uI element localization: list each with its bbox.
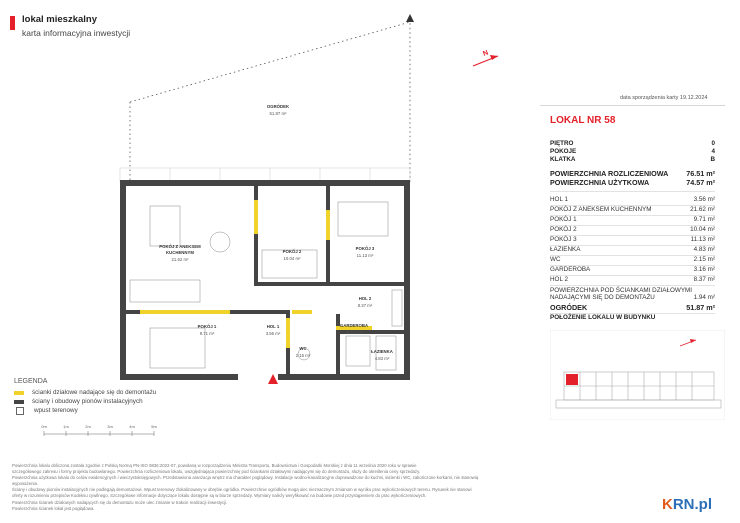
- lokal-highlight: [566, 374, 578, 385]
- label-pokoj-aneks-area: 21.62 m²: [171, 257, 189, 262]
- label-hol1-area: 3.56 m²: [265, 331, 281, 336]
- legend-swatch-dark: [14, 400, 24, 404]
- header-subtitle: karta informacyjna inwestycji: [22, 28, 131, 38]
- date-label: data sporządzenia karty 19.12.2024: [620, 95, 708, 101]
- label-wc-area: 2.15 m²: [295, 353, 311, 358]
- svg-text:N: N: [482, 49, 490, 58]
- row-klatka: KLATKA B: [550, 156, 715, 163]
- label-garderoba-area: 3.16 m²: [346, 330, 362, 335]
- svg-text:4m: 4m: [129, 424, 135, 429]
- row-pokoje: POKOJE 4: [550, 148, 715, 155]
- room-row: POKÓJ 2 10.04 m²: [550, 226, 715, 233]
- svg-text:5m: 5m: [151, 424, 157, 429]
- label-pokoj-aneks-1: POKÓJ Z ANEKSEM: [159, 244, 201, 249]
- room-row: GARDEROBA 3.16 m²: [550, 266, 715, 273]
- scale-bar: [40, 422, 165, 438]
- label-ogrodek: OGRÓDEK: [266, 104, 290, 109]
- floor-plan: [110, 10, 440, 395]
- legend-item: ściany i obudowy pionów instalacyjnych: [14, 397, 156, 406]
- logo-mark: [10, 16, 15, 30]
- room-row: HOL 2 8.37 m²: [550, 276, 715, 283]
- row-pietro: PIĘTRO 0: [550, 140, 715, 147]
- disclaimer: Powierzchnia lokalu obliczona została zgodnie z Polską Normą PN-ISO 9836:2022-07, powołaną w rozporządzeniu Ministra Transportu, Budownictwa i Gospodarki Morskiej z dnia 11 września 2020 roku w sprawie szczegółowego zakresu i formy projektu budowlanego. Powierzchnia rozliczeniowa lokalu, uwzględniająca powierzchnię pod ściankami działowymi nadającymi się do demontażu, służy do określenia ceny sprzedaży. Powierzchnia użytkowa lokalu do celów ewidencyjnych i wieczystoksięgowych. Przedstawiona aranżacja wnętrz ma charakter poglądowy. Instalacje wodno-kanalizacyjne doprowadzone do kuchni, łazienki i WC, zakończone korkami, nie stanowią wyposażenia. Ściany i obudowy pionów instalacyjnych nie podlegają demontażowi. Wpust terenowy zlokalizowany w obrębie ogródka. Powierzchnie ogródków mogą ulec nieznacznym zmianom w wyniku prac wykończeniowych terenu. Rysunek nie stanowi oferty w rozumieniu przepisów Kodeksu cywilnego. Szczegółowe informacje dotyczące lokalu dostępne są w biurze sprzedaży. Wymiary należy weryfikować na budowie przed przystąpieniem do prac wykończeniowych. Powierzchnia ścianek działowych nadających się do demontażu może ulec zmianie w trakcie realizacji inwestycji. Powierzchnia ścianek lokal jest poglądowa.: [12, 463, 479, 511]
- label-pokoj2-area: 10.04 m²: [283, 256, 301, 261]
- lokal-title: LOKAL NR 58: [550, 115, 616, 126]
- row-pow-uzytkowa: POWIERZCHNIA UŻYTKOWA 74.57 m²: [550, 178, 715, 187]
- legend-title: LEGENDA: [14, 378, 48, 385]
- label-pokoj1-area: 9.71 m²: [199, 331, 215, 336]
- label-lazienka-area: 4.83 m²: [374, 356, 390, 361]
- label-garderoba: GARDEROBA: [339, 323, 369, 328]
- room-row: POKÓJ Z ANEKSEM KUCHENNYM 21.62 m²: [550, 206, 715, 213]
- row-pow-rozliczeniowa: POWIERZCHNIA ROZLICZENIOWA 76.51 m²: [550, 169, 715, 178]
- location-title: POŁOŻENIE LOKALU W BUDYNKU: [550, 314, 656, 321]
- label-lazienka: ŁAZIENKA: [371, 349, 393, 354]
- drain-icon: [16, 407, 24, 415]
- legend: [14, 378, 156, 415]
- legend-item: ścianki działowe nadające się do demontażu: [14, 388, 156, 397]
- label-pokoj3-area: 11.13 m²: [356, 253, 374, 258]
- label-hol1: HOL 1: [266, 324, 280, 329]
- building-location-diagram: [550, 330, 725, 420]
- room-row: ŁAZIENKA 4.83 m²: [550, 246, 715, 253]
- label-pokoj3: POKÓJ 3: [355, 246, 375, 251]
- svg-text:0m: 0m: [41, 424, 47, 429]
- label-ogrodek-area: 51.87 m²: [269, 111, 287, 116]
- row-ogrodek: OGRÓDEK 51.87 m²: [550, 303, 715, 312]
- room-row: HOL 1 3.56 m²: [550, 196, 715, 203]
- row-demolish-2: NADAJĄCYMI SIĘ DO DEMONTAŻU 1.94 m²: [550, 294, 715, 301]
- legend-swatch-yellow: [14, 391, 24, 395]
- row-demolish-1: POWIERZCHNIA POD ŚCIANKAMI DZIAŁOWYMI: [550, 287, 693, 294]
- label-pokoj2: POKÓJ 2: [282, 249, 302, 254]
- header-title: lokal mieszkalny: [22, 14, 97, 25]
- north-arrow-icon: [470, 48, 500, 70]
- label-hol2: HOL 2: [358, 296, 372, 301]
- room-row: WC 2.15 m²: [550, 256, 715, 263]
- svg-text:2m: 2m: [85, 424, 91, 429]
- label-hol2-area: 8.37 m²: [357, 303, 373, 308]
- brand-logo: KRN.pl: [662, 496, 713, 513]
- room-row: POKÓJ 3 11.13 m²: [550, 236, 715, 243]
- room-row: POKÓJ 1 9.71 m²: [550, 216, 715, 223]
- label-pokoj-aneks-2: KUCHENNYM: [166, 250, 194, 255]
- label-wc: WC: [299, 346, 307, 351]
- label-pokoj1: POKÓJ 1: [197, 324, 217, 329]
- svg-text:3m: 3m: [107, 424, 113, 429]
- svg-text:1m: 1m: [63, 424, 69, 429]
- legend-item: wpust terenowy: [14, 406, 156, 415]
